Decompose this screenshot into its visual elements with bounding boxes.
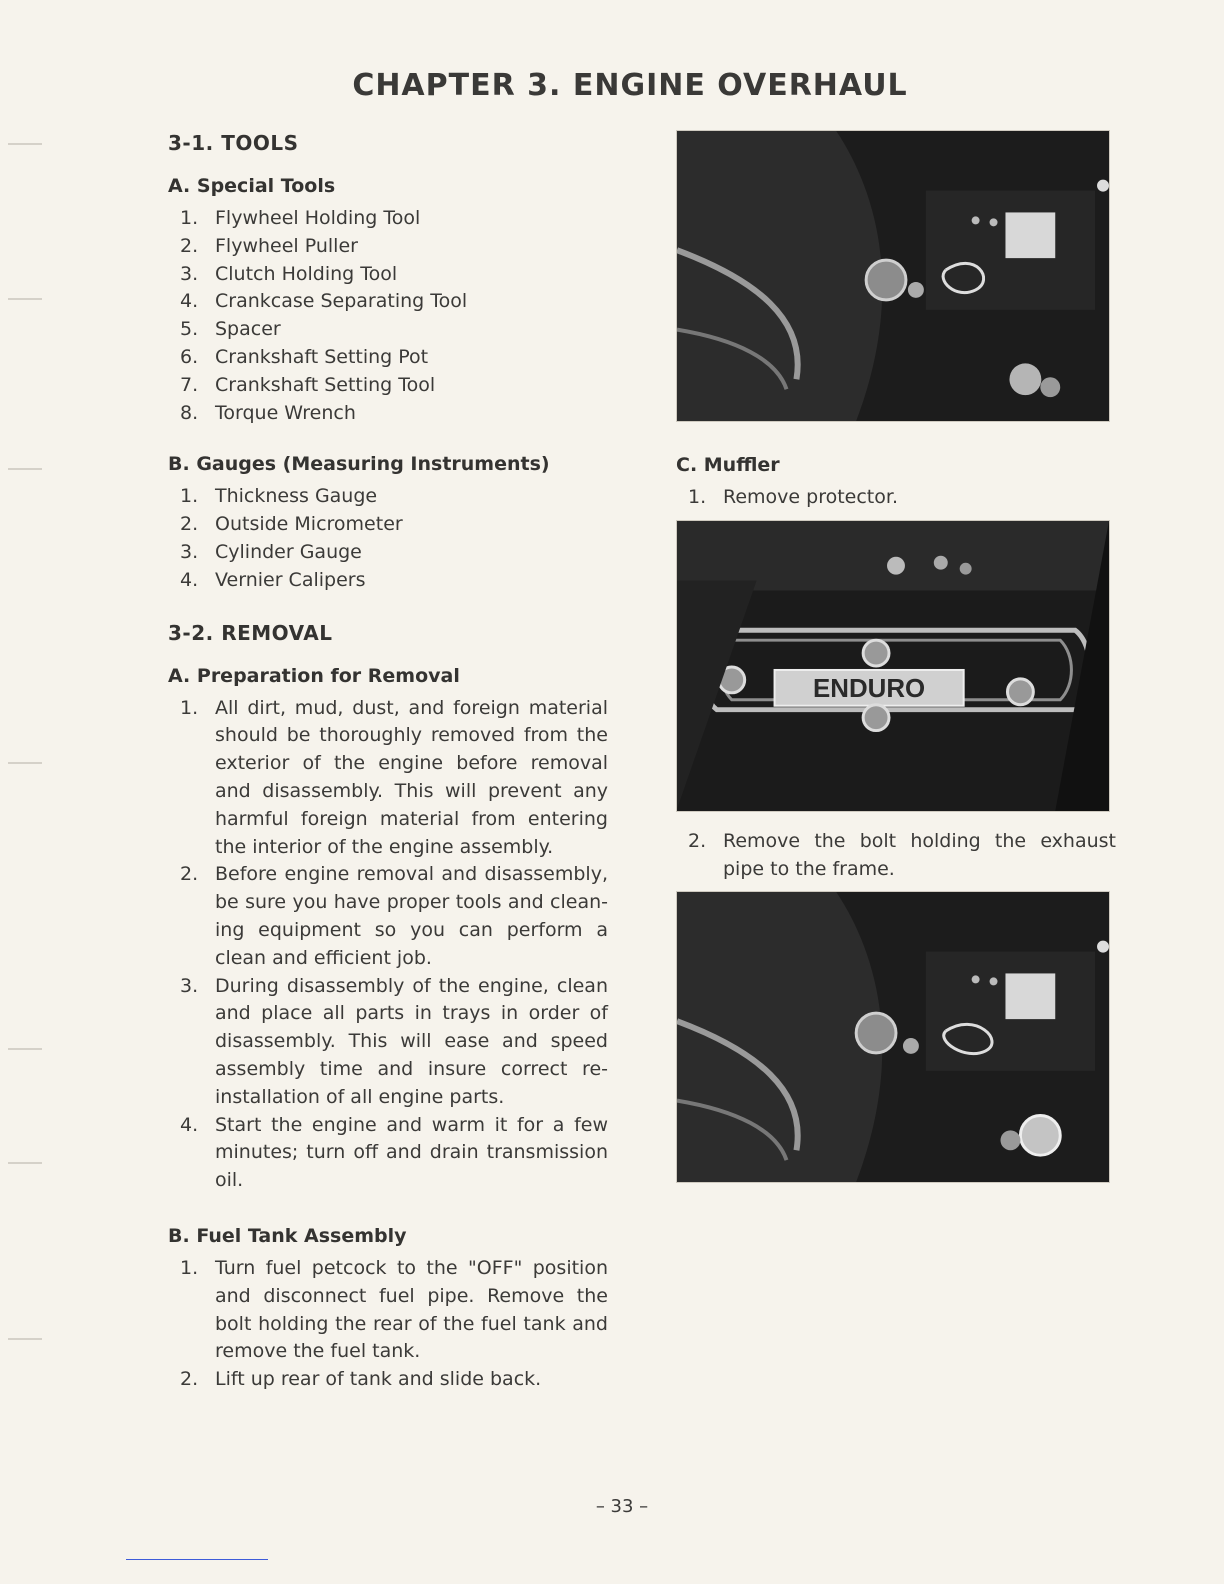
list-item: 2. Outside Micrometer [180,513,403,536]
list-item: 4. Start the engine and warm it for a few minutes; turn off and drain transmission oil. [180,1113,608,1192]
list-item: 1. Thickness Gauge [180,485,378,508]
right-column [676,130,1116,1183]
margin-mark [8,298,42,300]
removal-heading: 3-2. REMOVAL [168,620,333,645]
list-item: 3. Cylinder Gauge [180,540,362,563]
margin-mark [8,762,42,764]
list-item: 1. Turn fuel petcock to the "OFF" position and disconnect fuel pipe. Remove the bolt holding the rear of the fuel tank and remove the fuel tank. [180,1256,608,1363]
gauges-list [168,483,608,594]
engine-photo-top [676,130,1110,422]
margin-mark [8,1048,42,1050]
special-tools-list [168,205,608,427]
chapter-title: CHAPTER 3. ENGINE OVERHAUL [352,68,908,103]
engine-photo-bottom [676,891,1110,1183]
list-item: 7. Crankshaft Setting Tool [180,373,436,396]
gauges-heading: B. Gauges (Measuring Instruments) [168,453,550,476]
list-item: 4. Crankcase Separating Tool [180,290,468,313]
fuel-tank-heading: B. Fuel Tank Assembly [168,1224,407,1247]
muffler-heading: C. Muffler [676,454,780,476]
margin-mark [8,468,42,470]
preparation-list [168,695,608,1195]
margin-mark [8,1338,42,1340]
list-item: 6. Crankshaft Setting Pot [180,345,429,368]
photo-logo-text: ENDURO [813,674,926,703]
list-item: 2. Remove the bolt holding the exhaust pipe to the frame. [688,829,1116,880]
muffler-list-2 [676,828,1116,884]
margin-mark [8,1162,42,1164]
list-item: 3. Clutch Holding Tool [180,262,398,285]
left-column [168,125,608,1394]
page-number: – 33 – [595,1496,649,1517]
list-item: 5. Spacer [180,318,281,341]
tools-heading: 3-1. TOOLS [168,131,299,155]
list-item: 1. All dirt, mud, dust, and foreign material should be thoroughly removed from the exterior of the engine before removal and disassembly. This will prevent any harmful foreign material from entering the interior of the engine assembly. [180,696,608,858]
list-item: 2. Flywheel Puller [180,234,358,257]
footer-line [126,1559,268,1560]
special-tools-heading: A. Special Tools [168,175,336,197]
preparation-heading: A. Preparation for Removal [168,664,460,687]
margin-mark [8,143,42,145]
list-item: 8. Torque Wrench [180,401,356,424]
list-item: 1. Remove protector. [688,486,898,508]
muffler-list-1 [676,484,1116,512]
list-item: 1. Flywheel Holding Tool [180,207,421,229]
fuel-tank-list [168,1255,608,1394]
list-item: 2. Lift up rear of tank and slide back. [180,1368,542,1391]
list-item: 2. Before engine removal and disassembly, be sure you have proper tools and clean- ing equipment so you can perform a clean and efficient job. [180,863,608,969]
engine-photo-middle [676,520,1110,812]
list-item: 3. During disassembly of the engine, clean and place all parts in trays in order of disassembly. This will ease and speed assembly time and insure correct re-installation of all engine parts. [180,974,608,1108]
list-item: 4. Vernier Calipers [180,568,366,591]
